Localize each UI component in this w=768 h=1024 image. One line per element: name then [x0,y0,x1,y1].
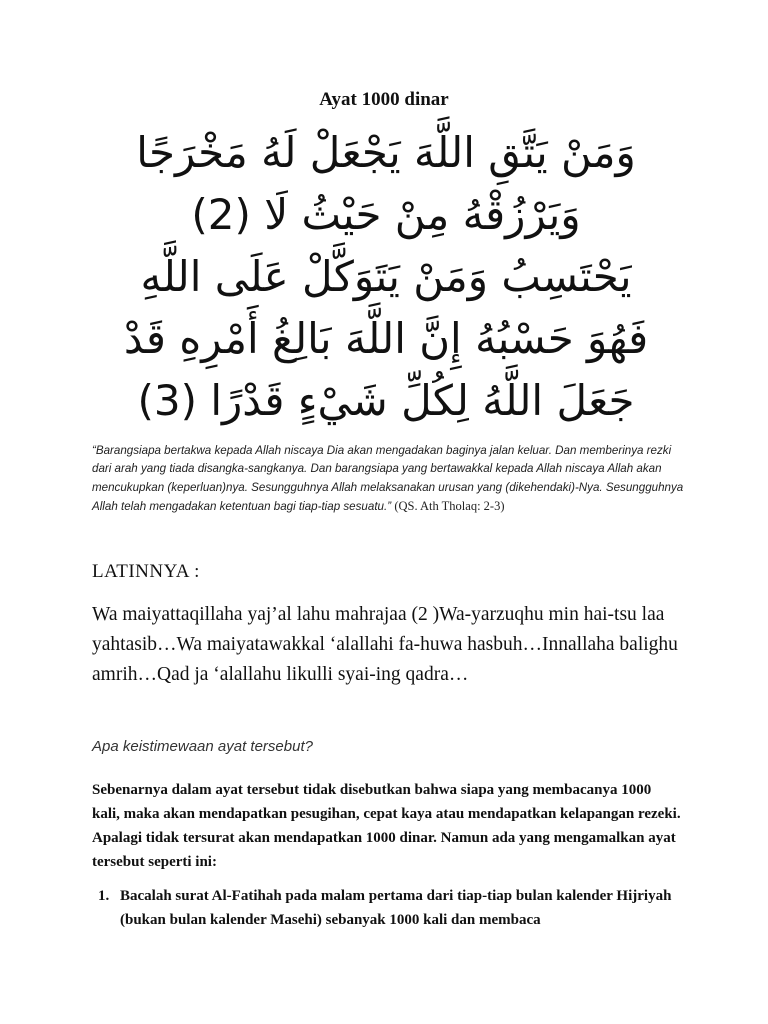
list-item-text: Bacalah surat Al-Fatihah pada malam pertama dari tiap-tiap bulan kalender Hijriyah (bukan bulan kalender Masehi) sebanyak 1000 kali dan membaca [120,888,672,928]
translation-reference: (QS. Ath Tholaq: 2-3) [394,498,505,513]
arabic-line: وَيَرْزُقْهُ مِنْ حَيْثُ لَا (2) [191,190,581,239]
document-title: Ayat 1000 dinar [319,89,449,110]
list-item [92,884,682,932]
latin-transliteration: Wa maiyattaqillaha yaj’al lahu mahrajaa (2 )Wa-yarzuqhu min hai-tsu laa yahtasib…Wa maiyatawakkal ‘alallahi fa-huwa hasbuh…Innallaha balighu amrih…Qad ja ‘alallahu likulli syai-ing qadra… [92,604,678,685]
list-item-number: 1. [98,888,110,904]
numbered-list [92,884,682,932]
arabic-verse [86,122,686,432]
arabic-line: وَمَنْ يَتَّقِ اللَّهَ يَجْعَلْ لَهُ مَخْرَجًا [136,128,636,177]
arabic-line: جَعَلَ اللَّهُ لِكُلِّ شَيْءٍ قَدْرًا (3) [137,376,635,425]
arabic-line: فَهُوَ حَسْبُهُ إِنَّ اللَّهَ بَالِغُ أَمْرِهِ قَدْ [123,314,649,363]
question-heading: Apa keistimewaan ayat tersebut? [92,738,313,755]
latin-heading: LATINNYA : [92,561,200,582]
arabic-line: يَحْتَسِبُ وَمَنْ يَتَوَكَّلْ عَلَى اللَّهِ [140,252,632,301]
translation-text: “Barangsiapa bertakwa kepada Allah niscaya Dia akan mengadakan baginya jalan keluar. Dan memberinya rezki dari arah yang tiada disangka-sangkanya. Dan barangsiapa yang bertawakkal kepada Allah niscaya Allah akan mencukupkan (keperluan)nya. Sesungguhnya Allah melaksanakan urusan yang (dikehendaki)-Nya. Sesungguhnya Allah telah mengadakan ketentuan bagi tiap-tiap sesuatu.” [92,444,684,513]
verse-translation [92,442,692,516]
body-paragraph: Sebenarnya dalam ayat tersebut tidak disebutkan bahwa siapa yang membacanya 1000 kali, maka akan mendapatkan pesugihan, cepat kaya atau mendapatkan kelapangan rezeki. Apalagi tidak tersurat akan mendapatkan 1000 dinar. Namun ada yang mengamalkan ayat tersebut seperti ini: [92,782,681,870]
